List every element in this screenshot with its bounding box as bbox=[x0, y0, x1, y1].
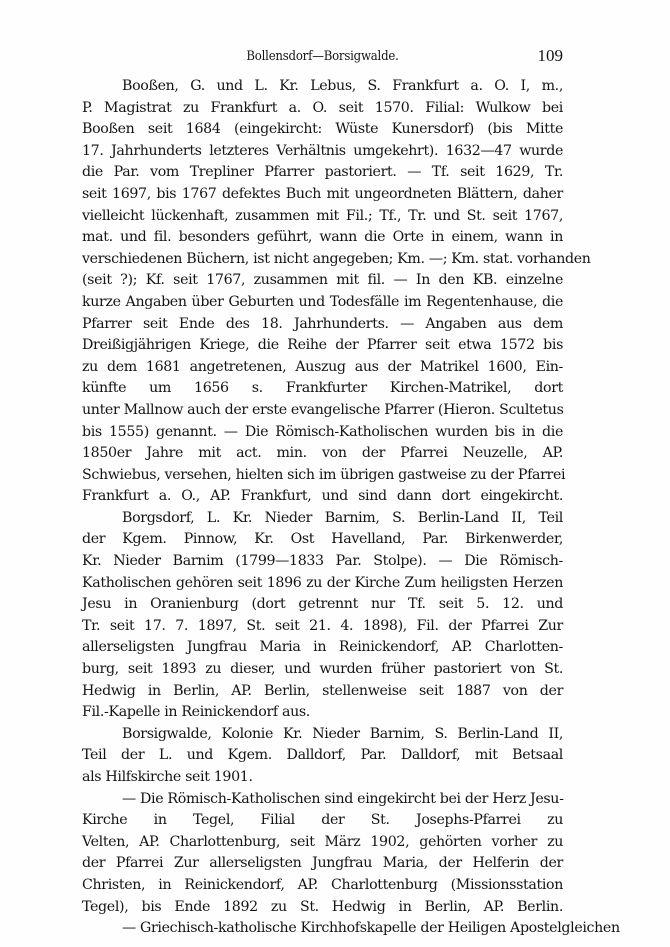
text-line: Velten, AP. Charlottenburg, seit März 1902, gehörten vorher zu bbox=[82, 833, 563, 850]
text-line: Tr. seit 17. 7. 1897, St. seit 21. 4. 1898), Fil. der Pfarrei Zur bbox=[82, 617, 563, 634]
text-line: 1850er Jahre mit act. min. von der Pfarrei Neuzelle, AP. bbox=[82, 445, 563, 462]
text-line: unter Mallnow auch der erste evangelische Pfarrer (Hieron. Scultetus bbox=[82, 401, 564, 418]
page-number: 109 bbox=[537, 46, 563, 65]
text-line: der Pfarrei Zur allerseligsten Jungfrau Maria, der Helferin der bbox=[82, 855, 563, 872]
text-line: — Die Römisch-Katholischen sind eingekircht bei der Herz Jesu- bbox=[122, 790, 564, 807]
text-line: kurze Angaben über Geburten und Todesfälle im Regentenhause, die bbox=[82, 293, 563, 310]
text-line: Teil der L. und Kgem. Dalldorf, Par. Dalldorf, mit Betsaal bbox=[82, 747, 563, 764]
text-line: Hedwig in Berlin, AP. Berlin, stellenweise seit 1887 von der bbox=[82, 682, 563, 699]
text-line: Katholischen gehören seit 1896 zu der Kirche Zum heiligsten Herzen bbox=[82, 574, 563, 591]
text-line: der Kgem. Pinnow, Kr. Ost Havelland, Par. Birkenwerder, bbox=[82, 531, 563, 548]
text-line: Borsigwalde, Kolonie Kr. Nieder Barnim, S. Berlin-Land II, bbox=[122, 725, 563, 742]
text-line: allerseligsten Jungfrau Maria in Reinickendorf, AP. Charlotten- bbox=[82, 639, 563, 656]
text-line: seit 1697, bis 1767 defektes Buch mit ungeordneten Blättern, daher bbox=[82, 185, 563, 202]
text-line: Borgsdorf, L. Kr. Nieder Barnim, S. Berlin-Land II, Teil bbox=[122, 509, 563, 526]
text-line: (seit ?); Kf. seit 1767, zusammen mit fil. — In den KB. einzelne bbox=[82, 272, 563, 289]
text-line: als Hilfskirche seit 1901. bbox=[82, 769, 253, 785]
text-line: P. Magistrat zu Frankfurt a. O. seit 1570. Filial: Wulkow bei bbox=[82, 99, 563, 116]
text-line: bis 1555) genannt. — Die Römisch-Katholischen wurden bis in die bbox=[82, 423, 563, 440]
text-line: Tegel), bis Ende 1892 zu St. Hedwig in Berlin, AP. Berlin. bbox=[82, 898, 563, 915]
text-line: Jesu in Oranienburg (dort getrennt nur Tf. seit 5. 12. und bbox=[82, 596, 563, 613]
text-line: burg, seit 1893 zu dieser, und wurden früher pastoriert von St. bbox=[82, 661, 563, 678]
running-title: Bollensdorf—Borsigwalde. bbox=[246, 49, 399, 64]
text-line: — Griechisch-katholische Kirchhofskapelle der Heiligen Apostelgleichen bbox=[122, 920, 620, 937]
text-line: Booßen seit 1684 (eingekircht: Wüste Kunersdorf) (bis Mitte bbox=[82, 121, 563, 138]
text-line: Kirche in Tegel, Filial der St. Josephs-Pfarrei zu bbox=[82, 812, 563, 829]
text-line: Christen, in Reinickendorf, AP. Charlottenburg (Missionsstation bbox=[82, 876, 563, 893]
text-line: mat. und fil. besonders geführt, wann die Orte in einem, wann in bbox=[82, 229, 563, 246]
text-line: Fil.-Kapelle in Reinickendorf aus. bbox=[82, 704, 310, 721]
body-text bbox=[82, 76, 620, 940]
text-line: die Par. vom Trepliner Pfarrer pastoriert. — Tf. seit 1629, Tr. bbox=[82, 164, 563, 181]
text-line: Kr. Nieder Barnim (1799—1833 Par. Stolpe). — Die Römisch- bbox=[82, 553, 563, 570]
text-line: vielleicht lückenhaft, zusammen mit Fil.; Tf., Tr. und St. seit 1767, bbox=[82, 207, 563, 224]
text-line: Dreißigjährigen Kriege, die Reihe der Pfarrer seit etwa 1572 bis bbox=[82, 337, 563, 354]
text-line: künfte um 1656 s. Frankfurter Kirchen-Matrikel, dort bbox=[82, 380, 563, 397]
text-line: Pfarrer seit Ende des 18. Jahrhunderts. — Angaben aus dem bbox=[82, 315, 563, 332]
text-line: verschiedenen Büchern, ist nicht angegeben; Km. —; Km. stat. vorhanden bbox=[82, 250, 591, 267]
text-line: zu dem 1681 angetretenen, Auszug aus der Matrikel 1600, Ein- bbox=[82, 358, 563, 375]
text-line: Booßen, G. und L. Kr. Lebus, S. Frankfurt a. O. I, m., bbox=[122, 78, 563, 94]
running-header bbox=[82, 46, 563, 68]
text-line: Schwiebus, versehen, hielten sich im übrigen gastweise zu der Pfarrei bbox=[82, 466, 566, 483]
text-line: Frankfurt a. O., AP. Frankfurt, und sind dann dort eingekircht. bbox=[82, 488, 563, 505]
text-line: 17. Jahrhunderts letzteres Verhältnis umgekehrt). 1632—47 wurde bbox=[82, 142, 563, 159]
